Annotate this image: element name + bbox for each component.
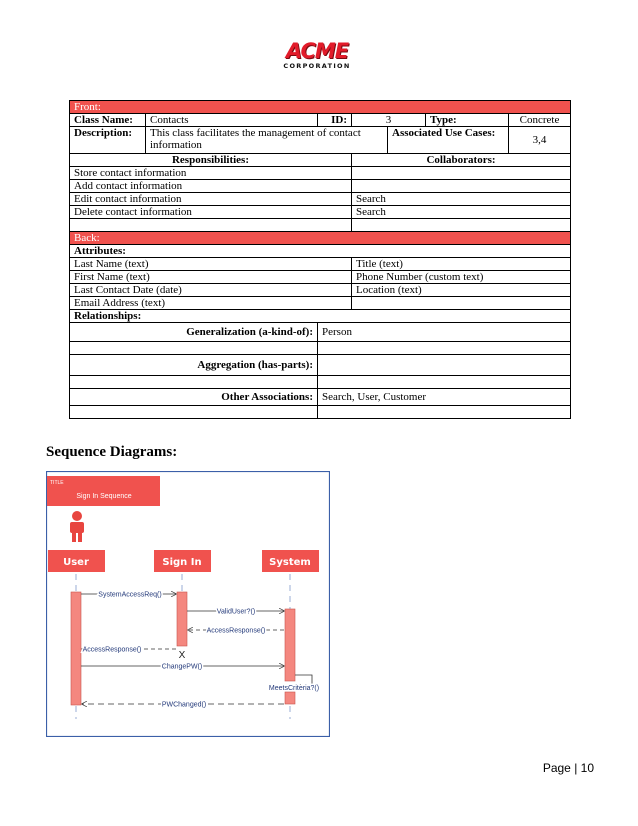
table-row [70, 258, 571, 271]
activation-system-2 [285, 692, 295, 704]
attribute-cell [352, 297, 571, 310]
other-associations-value: Search, User, Customer [318, 389, 571, 406]
class-name-value: Contacts [146, 114, 318, 127]
class-name-label: Class Name: [70, 114, 146, 127]
description-label: Description: [70, 127, 146, 154]
empty-row [70, 219, 571, 232]
generalization-row [70, 323, 571, 342]
title-box [47, 476, 160, 506]
back-header-row [70, 232, 571, 245]
responsibility-cell: Store contact information [70, 167, 352, 180]
aggregation-label: Aggregation (has-parts): [70, 355, 318, 376]
empty-cell [70, 376, 318, 389]
empty-cell [70, 406, 318, 419]
class-name-row [70, 114, 571, 127]
collaborator-cell [352, 167, 571, 180]
table-row [70, 206, 571, 219]
sequence-diagram [46, 471, 330, 737]
attribute-cell: Last Name (text) [70, 258, 352, 271]
responsibility-cell: Delete contact information [70, 206, 352, 219]
collaborator-cell [352, 180, 571, 193]
message-label: ValidUser?() [216, 608, 256, 616]
aggregation-value [318, 355, 571, 376]
use-cases-value: 3,4 [509, 127, 571, 154]
empty-row [70, 342, 571, 355]
crc-card-table [69, 100, 571, 419]
message-label: AccessResponse() [206, 627, 266, 635]
table-row [70, 284, 571, 297]
other-associations-row [70, 389, 571, 406]
diagram-title: Sign In Sequence [76, 493, 132, 500]
description-row [70, 127, 571, 154]
empty-cell [318, 376, 571, 389]
title-tag: TITLE [50, 480, 64, 486]
empty-cell [70, 219, 352, 232]
aggregation-row [70, 355, 571, 376]
id-label: ID: [318, 114, 352, 127]
destroy-mark: X [178, 650, 186, 661]
attribute-cell: Location (text) [352, 284, 571, 297]
empty-cell [70, 342, 318, 355]
page-number: Page | 10 [542, 761, 594, 775]
relationships-header-row [70, 310, 571, 323]
type-label: Type: [426, 114, 509, 127]
table-row [70, 193, 571, 206]
attributes-header-row [70, 245, 571, 258]
responsibilities-header-row [70, 154, 571, 167]
collaborator-cell: Search [352, 206, 571, 219]
collaborator-cell: Search [352, 193, 571, 206]
table-row [70, 271, 571, 284]
attribute-cell: Email Address (text) [70, 297, 352, 310]
logo-wordmark: ACME [285, 39, 349, 63]
attribute-cell: Title (text) [352, 258, 571, 271]
sequence-diagrams-heading: Sequence Diagrams: [46, 444, 178, 460]
table-row [70, 297, 571, 310]
empty-cell [318, 342, 571, 355]
collaborators-label: Collaborators: [352, 154, 571, 167]
front-label: Front: [70, 101, 571, 114]
message-label: PWChanged() [161, 701, 207, 709]
message-label: SystemAccessReq() [98, 591, 162, 599]
table-row [70, 167, 571, 180]
attribute-cell: Phone Number (custom text) [352, 271, 571, 284]
type-value: Concrete [509, 114, 571, 127]
actor-sign-in: Sign In [162, 557, 202, 568]
empty-row [70, 406, 571, 419]
message-label: MeetsCriteria?() [268, 685, 320, 692]
attribute-cell: Last Contact Date (date) [70, 284, 352, 297]
activation-system [285, 609, 295, 681]
other-associations-label: Other Associations: [70, 389, 318, 406]
use-cases-label: Associated Use Cases: [388, 127, 509, 154]
attributes-label: Attributes: [70, 245, 571, 258]
responsibilities-label: Responsibilities: [70, 154, 352, 167]
message-label: AccessResponse() [82, 646, 142, 654]
empty-cell [318, 406, 571, 419]
table-row [70, 180, 571, 193]
back-label: Back: [70, 232, 571, 245]
relationships-label: Relationships: [70, 310, 571, 323]
activation-user [71, 592, 81, 705]
acme-logo [277, 40, 357, 72]
attribute-cell: First Name (text) [70, 271, 352, 284]
description-value: This class facilitates the management of contact information [146, 127, 388, 154]
logo-subtitle: CORPORATION [283, 62, 351, 70]
responsibility-cell: Add contact information [70, 180, 352, 193]
id-value: 3 [352, 114, 426, 127]
responsibility-cell: Edit contact information [70, 193, 352, 206]
generalization-value: Person [318, 323, 571, 342]
empty-row [70, 376, 571, 389]
activation-signin [177, 592, 187, 646]
generalization-label: Generalization (a-kind-of): [70, 323, 318, 342]
actor-system: System [269, 557, 311, 568]
front-header-row [70, 101, 571, 114]
actor-user: User [63, 557, 89, 568]
message-label: ChangePW() [161, 663, 203, 671]
empty-cell [352, 219, 571, 232]
